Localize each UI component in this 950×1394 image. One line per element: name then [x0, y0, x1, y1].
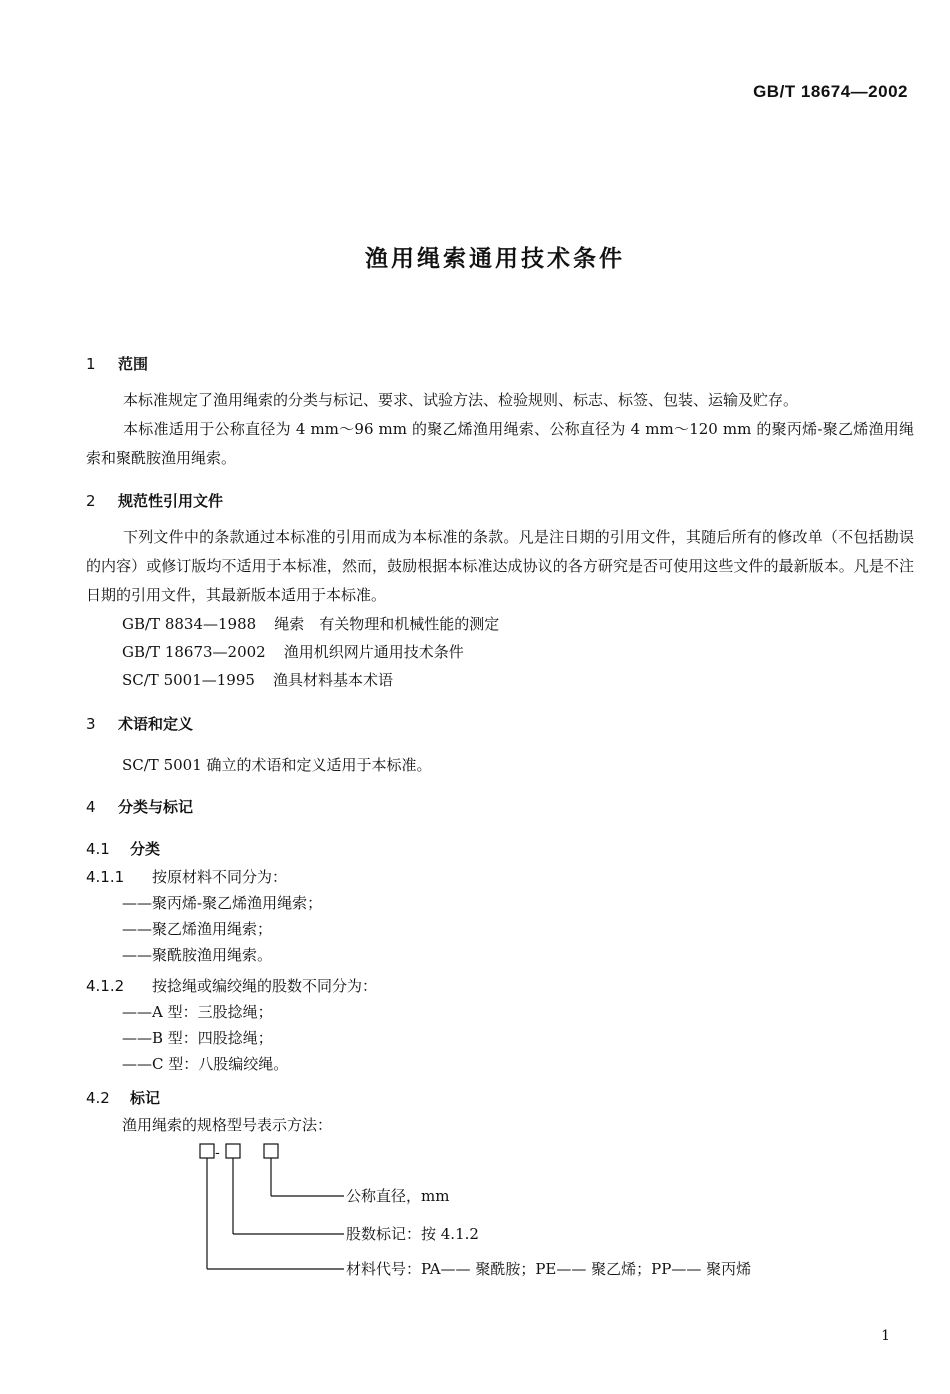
section-number: 2 — [86, 492, 96, 510]
reference-title: 绳索 有关物理和机械性能的测定 — [274, 615, 500, 633]
paragraph: 本标准适用于公称直径为 4 mm～96 mm 的聚乙烯渔用绳索、公称直径为 4 mm～120 mm 的聚丙烯-聚乙烯渔用绳索和聚酰胺渔用绳索。 — [86, 420, 914, 467]
clause-text: 按原材料不同分为： — [152, 868, 288, 886]
section-number: 4 — [86, 798, 96, 816]
document-title: 渔用绳索通用技术条件 — [365, 246, 625, 272]
section-title: 标记 — [130, 1089, 161, 1107]
list-item: ——A 型：三股捻绳； — [122, 1003, 273, 1021]
strand-label: 股数标记：按 4.1.2 — [346, 1225, 479, 1243]
clause-text: 按捻绳或编绞绳的股数不同分为： — [152, 977, 378, 995]
reference-code: SC/T 5001—1995 — [122, 671, 255, 689]
page-number: 1 — [881, 1328, 890, 1344]
diameter-box — [264, 1144, 278, 1158]
designation-intro: 渔用绳索的规格型号表示方法： — [122, 1116, 333, 1134]
section-title: 规范性引用文件 — [118, 492, 224, 510]
section-number: 1 — [86, 355, 96, 373]
clause-number: 4.1.2 — [86, 977, 125, 995]
box-separator: - — [215, 1145, 220, 1161]
section-title: 术语和定义 — [118, 715, 194, 733]
diameter-label: 公称直径，mm — [346, 1187, 450, 1205]
list-item: ——聚丙烯-聚乙烯渔用绳索； — [122, 894, 323, 912]
clause-number: 4.1.1 — [86, 868, 125, 886]
list-item: ——C 型：八股编绞绳。 — [122, 1055, 289, 1073]
section-title: 分类 — [130, 840, 161, 858]
list-item: ——聚乙烯渔用绳索； — [122, 920, 273, 938]
section-3-body: SC/T 5001 确立的术语和定义适用于本标准。 — [122, 756, 432, 774]
section-number: 4.1 — [86, 840, 110, 858]
reference-title: 渔具材料基本术语 — [272, 671, 393, 689]
material-code-box — [200, 1144, 214, 1158]
section-number: 3 — [86, 715, 96, 733]
standard-number: GB/T 18674—2002 — [753, 82, 908, 101]
reference-code: GB/T 18673—2002 — [122, 643, 266, 661]
list-item: ——B 型：四股捻绳； — [122, 1029, 273, 1047]
reference-code: GB/T 8834—1988 — [122, 615, 257, 633]
paragraph: 本标准规定了渔用绳索的分类与标记、要求、试验方法、检验规则、标志、标签、包装、运输及贮存。 — [123, 391, 799, 409]
section-title: 范围 — [118, 355, 149, 373]
material-label: 材料代号：PA—— 聚酰胺；PE—— 聚乙烯；PP—— 聚丙烯 — [346, 1260, 752, 1278]
section-title: 分类与标记 — [118, 798, 194, 816]
list-item: ——聚酰胺渔用绳索。 — [122, 946, 273, 964]
strand-code-box — [226, 1144, 240, 1158]
paragraph: 下列文件中的条款通过本标准的引用而成为本标准的条款。凡是注日期的引用文件，其随后所有的修改单（不包括勘误的内容）或修订版均不适用于本标准，然而，鼓励根据本标准达成协议的各方研究是否可使用这些文件的最新版本。凡是不注日期的引用文件，其最新版本适用于本标准。 — [86, 528, 914, 604]
reference-title: 渔用机织网片通用技术条件 — [283, 643, 464, 661]
section-number: 4.2 — [86, 1089, 110, 1107]
